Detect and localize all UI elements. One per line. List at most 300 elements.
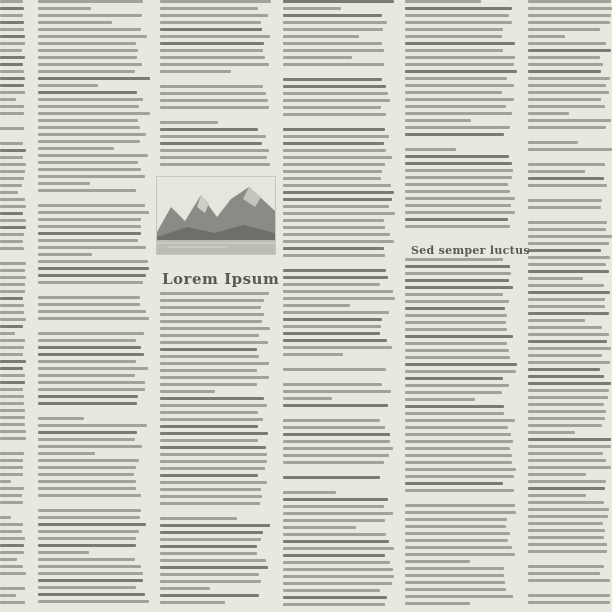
text-line — [405, 258, 503, 261]
text-line — [405, 140, 517, 148]
text-line — [38, 551, 89, 554]
text-line — [283, 28, 383, 31]
text-line — [0, 423, 25, 426]
text-line — [160, 292, 269, 295]
text-line — [528, 98, 601, 101]
text-line — [405, 356, 510, 359]
text-line — [283, 483, 395, 491]
text-line — [38, 154, 148, 157]
text-line — [528, 459, 606, 462]
text-line — [528, 177, 604, 180]
text-line — [405, 63, 514, 66]
text-line — [160, 509, 272, 517]
text-line — [0, 247, 24, 250]
text-line — [160, 425, 258, 428]
text-line — [38, 182, 90, 185]
text-line — [0, 112, 24, 115]
text-line — [38, 367, 148, 370]
text-line — [0, 402, 24, 405]
text-line — [38, 140, 140, 143]
text-line — [405, 183, 508, 186]
text-line — [0, 311, 24, 314]
text-line — [0, 149, 26, 152]
text-line — [0, 77, 25, 80]
text-line — [283, 368, 386, 371]
text-line — [0, 601, 25, 604]
text-line — [0, 318, 26, 321]
text-line — [528, 63, 603, 66]
text-line — [528, 375, 604, 378]
text-line — [160, 313, 264, 316]
text-line — [528, 522, 603, 525]
text-line — [283, 505, 384, 508]
text-line — [283, 70, 395, 78]
text-line — [283, 128, 385, 131]
text-line — [283, 170, 382, 173]
text-line — [38, 516, 140, 519]
text-line — [528, 550, 607, 553]
text-line — [160, 587, 210, 590]
text-line — [405, 197, 515, 200]
text-line — [283, 447, 393, 450]
text-line — [38, 175, 145, 178]
text-line — [405, 265, 510, 268]
text-line — [38, 14, 142, 17]
text-line — [528, 56, 600, 59]
text-line — [38, 119, 138, 122]
text-line — [405, 70, 517, 73]
text-line — [283, 92, 388, 95]
text-line — [38, 49, 138, 52]
text-line — [0, 7, 24, 10]
text-line — [528, 417, 605, 420]
text-line — [38, 324, 150, 332]
text-line — [528, 431, 575, 434]
text-line — [405, 84, 514, 87]
text-line — [283, 49, 384, 52]
text-line — [283, 78, 382, 81]
text-line — [0, 70, 24, 73]
text-line — [38, 424, 147, 427]
text-line — [405, 412, 504, 415]
text-line — [528, 170, 585, 173]
text-line — [0, 494, 22, 497]
text-line — [405, 475, 514, 478]
text-line — [528, 199, 602, 202]
text-line — [405, 539, 508, 542]
text-line — [160, 341, 268, 344]
text-line — [38, 168, 141, 171]
text-line — [283, 404, 388, 407]
text-line — [160, 362, 269, 365]
text-line — [0, 262, 26, 265]
text-line — [283, 603, 385, 606]
text-line — [0, 163, 26, 166]
text-line — [405, 0, 481, 3]
text-line — [283, 56, 352, 59]
text-line — [160, 531, 263, 534]
text-line — [283, 240, 394, 243]
text-line — [0, 565, 23, 568]
text-line — [405, 567, 504, 570]
text-line — [528, 42, 606, 45]
text-line — [528, 572, 600, 575]
text-line — [160, 453, 267, 456]
text-line — [160, 28, 262, 31]
text-line — [283, 205, 389, 208]
text-line — [38, 112, 150, 115]
text-line — [0, 91, 25, 94]
text-line — [0, 184, 22, 187]
text-line — [405, 518, 507, 521]
text-line — [405, 35, 502, 38]
text-line — [283, 325, 381, 328]
text-line — [283, 360, 395, 368]
text-line — [405, 42, 515, 45]
landscape-photo — [156, 176, 276, 255]
text-line — [283, 156, 392, 159]
text-line — [283, 397, 332, 400]
text-line — [283, 596, 387, 599]
text-line — [405, 398, 475, 401]
text-line — [38, 28, 141, 31]
text-line — [0, 487, 24, 490]
text-line — [528, 277, 583, 280]
text-line — [283, 261, 395, 269]
text-line — [283, 411, 395, 419]
text-line — [38, 281, 143, 284]
text-line — [160, 77, 272, 85]
text-line — [283, 440, 390, 443]
text-line — [528, 49, 611, 52]
text-line — [160, 14, 268, 17]
text-line — [528, 242, 609, 245]
text-line — [38, 35, 147, 38]
text-line — [0, 191, 18, 194]
text-line — [160, 56, 265, 59]
text-line — [405, 384, 509, 387]
text-line — [160, 135, 266, 138]
text-line — [160, 439, 258, 442]
text-line — [38, 388, 145, 391]
text-line — [160, 580, 261, 583]
text-line — [405, 176, 512, 179]
text-line — [405, 588, 506, 591]
text-line — [405, 155, 509, 158]
text-line — [160, 106, 269, 109]
text-line — [38, 480, 136, 483]
text-line — [528, 256, 610, 259]
text-line — [528, 565, 604, 568]
text-line — [38, 246, 146, 249]
text-line — [528, 487, 605, 490]
text-column-1 — [38, 0, 150, 612]
headline-secondary: Sed semper luctus — [411, 244, 530, 257]
text-line — [0, 544, 24, 547]
text-line — [283, 554, 385, 557]
text-line — [283, 63, 384, 66]
text-line — [160, 320, 262, 323]
text-line — [528, 529, 605, 532]
text-line — [528, 557, 612, 565]
text-line — [283, 575, 394, 578]
text-line — [0, 480, 11, 483]
text-line — [283, 512, 393, 515]
text-line — [405, 553, 515, 556]
text-line — [38, 7, 91, 10]
text-line — [528, 508, 609, 511]
text-line — [283, 339, 387, 342]
text-line — [405, 286, 513, 289]
text-line — [0, 558, 17, 561]
text-line — [0, 297, 23, 300]
text-line — [38, 381, 145, 384]
text-line — [38, 56, 137, 59]
text-line — [528, 119, 611, 122]
text-line — [405, 272, 511, 275]
text-line — [283, 353, 343, 356]
text-line — [160, 142, 262, 145]
text-line — [528, 452, 603, 455]
text-line — [0, 430, 26, 433]
text-line — [38, 353, 144, 356]
text-line — [38, 523, 146, 526]
text-line — [160, 481, 267, 484]
text-line — [38, 452, 95, 455]
text-line — [0, 276, 26, 279]
text-line — [283, 283, 380, 286]
text-line — [528, 305, 605, 308]
text-line — [405, 279, 509, 282]
text-line — [160, 163, 270, 166]
text-line — [38, 196, 150, 204]
text-line — [405, 28, 503, 31]
text-line — [38, 544, 136, 547]
text-line — [528, 235, 612, 238]
mountain-lake-illustration — [157, 177, 275, 254]
text-line — [160, 383, 257, 386]
text-line — [160, 306, 261, 309]
text-line — [0, 523, 23, 526]
text-line — [405, 314, 507, 317]
text-line — [405, 602, 470, 605]
text-line — [283, 561, 390, 564]
text-line — [160, 418, 263, 421]
text-line — [38, 133, 146, 136]
text-line — [38, 225, 141, 228]
text-line — [528, 515, 608, 518]
text-line — [0, 283, 25, 286]
text-line — [38, 91, 137, 94]
text-line — [405, 169, 513, 172]
text-line — [0, 127, 24, 130]
text-line — [405, 461, 512, 464]
text-line — [528, 319, 585, 322]
text-line — [160, 21, 261, 24]
text-line — [0, 501, 23, 504]
text-line — [528, 141, 578, 144]
text-line — [38, 438, 135, 441]
text-line — [160, 411, 258, 414]
text-line — [283, 120, 395, 128]
text-line — [405, 504, 515, 507]
text-line — [405, 211, 515, 214]
text-line — [283, 247, 384, 250]
text-line — [38, 77, 150, 80]
text-line — [528, 228, 606, 231]
text-line — [160, 446, 266, 449]
text-line — [38, 42, 136, 45]
text-line — [38, 487, 136, 490]
text-line — [38, 0, 143, 3]
text-line — [283, 304, 350, 307]
text-line — [0, 537, 25, 540]
text-line — [38, 537, 136, 540]
text-line — [528, 312, 609, 315]
text-line — [528, 543, 607, 546]
text-line — [405, 119, 471, 122]
text-line — [528, 347, 611, 350]
text-line — [0, 325, 23, 328]
text-line — [283, 433, 390, 436]
text-line — [528, 148, 612, 151]
text-line — [283, 461, 384, 464]
text-line — [38, 332, 144, 335]
text-line — [405, 419, 515, 422]
text-line — [405, 496, 517, 504]
text-line — [405, 204, 511, 207]
text-line — [405, 595, 513, 598]
text-line — [38, 310, 146, 313]
text-line — [528, 133, 612, 141]
text-line — [528, 501, 604, 504]
text-line — [160, 7, 258, 10]
text-line — [405, 190, 510, 193]
text-line — [283, 21, 387, 24]
text-line — [283, 297, 395, 300]
text-line — [0, 290, 25, 293]
text-line — [528, 354, 602, 357]
text-line — [283, 589, 380, 592]
text-line — [38, 459, 139, 462]
text-line — [160, 517, 237, 520]
text-line — [0, 332, 15, 335]
text-line — [405, 370, 516, 373]
text-line — [38, 218, 141, 221]
text-line — [405, 581, 505, 584]
text-line — [405, 574, 504, 577]
text-line — [405, 447, 510, 450]
text-line — [283, 519, 385, 522]
text-line — [283, 163, 385, 166]
text-line — [0, 233, 24, 236]
text-line — [528, 382, 611, 385]
text-line — [160, 573, 259, 576]
text-line — [0, 572, 26, 575]
text-line — [160, 42, 264, 45]
text-line — [0, 170, 25, 173]
text-line — [0, 198, 25, 201]
text-line — [283, 85, 386, 88]
text-line — [38, 70, 135, 73]
text-line — [528, 91, 609, 94]
text-line — [405, 454, 512, 457]
text-line — [38, 105, 139, 108]
text-line — [405, 391, 502, 394]
text-line — [528, 163, 605, 166]
text-line — [405, 225, 510, 228]
text-line — [38, 84, 98, 87]
text-line — [160, 559, 266, 562]
text-line — [160, 128, 258, 131]
text-line — [38, 374, 135, 377]
text-line — [283, 14, 382, 17]
text-line — [283, 276, 388, 279]
text-line — [528, 35, 565, 38]
text-line — [283, 526, 356, 529]
text-line — [528, 536, 604, 539]
text-line — [528, 361, 610, 364]
text-line — [0, 579, 26, 587]
text-line — [160, 376, 269, 379]
text-line — [38, 494, 141, 497]
text-line — [283, 476, 380, 479]
text-line — [405, 293, 503, 296]
text-line — [405, 126, 510, 129]
text-line — [38, 565, 141, 568]
text-line — [160, 594, 259, 597]
text-line — [528, 284, 604, 287]
text-line — [0, 98, 16, 101]
text-line — [405, 405, 504, 408]
text-line — [528, 594, 610, 597]
text-line — [0, 269, 25, 272]
text-line — [38, 161, 138, 164]
text-line — [0, 416, 25, 419]
text-line — [38, 346, 141, 349]
text-line — [283, 533, 386, 536]
text-line — [160, 334, 259, 337]
text-line — [38, 579, 143, 582]
text-line — [38, 586, 136, 589]
text-line — [0, 142, 23, 145]
text-line — [160, 156, 267, 159]
text-line — [528, 340, 607, 343]
text-line — [283, 226, 385, 229]
text-line — [405, 440, 513, 443]
text-line — [528, 291, 610, 294]
text-line — [38, 600, 149, 603]
text-column-5 — [528, 0, 612, 612]
text-line — [405, 133, 504, 136]
text-line — [405, 218, 508, 221]
text-line — [0, 360, 26, 363]
text-line — [405, 560, 470, 563]
text-line — [528, 77, 610, 80]
text-line — [38, 147, 114, 150]
text-line — [405, 335, 513, 338]
text-line — [283, 149, 386, 152]
text-line — [405, 511, 516, 514]
text-line — [38, 530, 139, 533]
text-line — [0, 459, 23, 462]
text-line — [528, 410, 606, 413]
text-line — [405, 14, 509, 17]
text-line — [528, 480, 606, 483]
text-line — [283, 568, 393, 571]
text-line — [160, 545, 257, 548]
text-line — [160, 149, 269, 152]
